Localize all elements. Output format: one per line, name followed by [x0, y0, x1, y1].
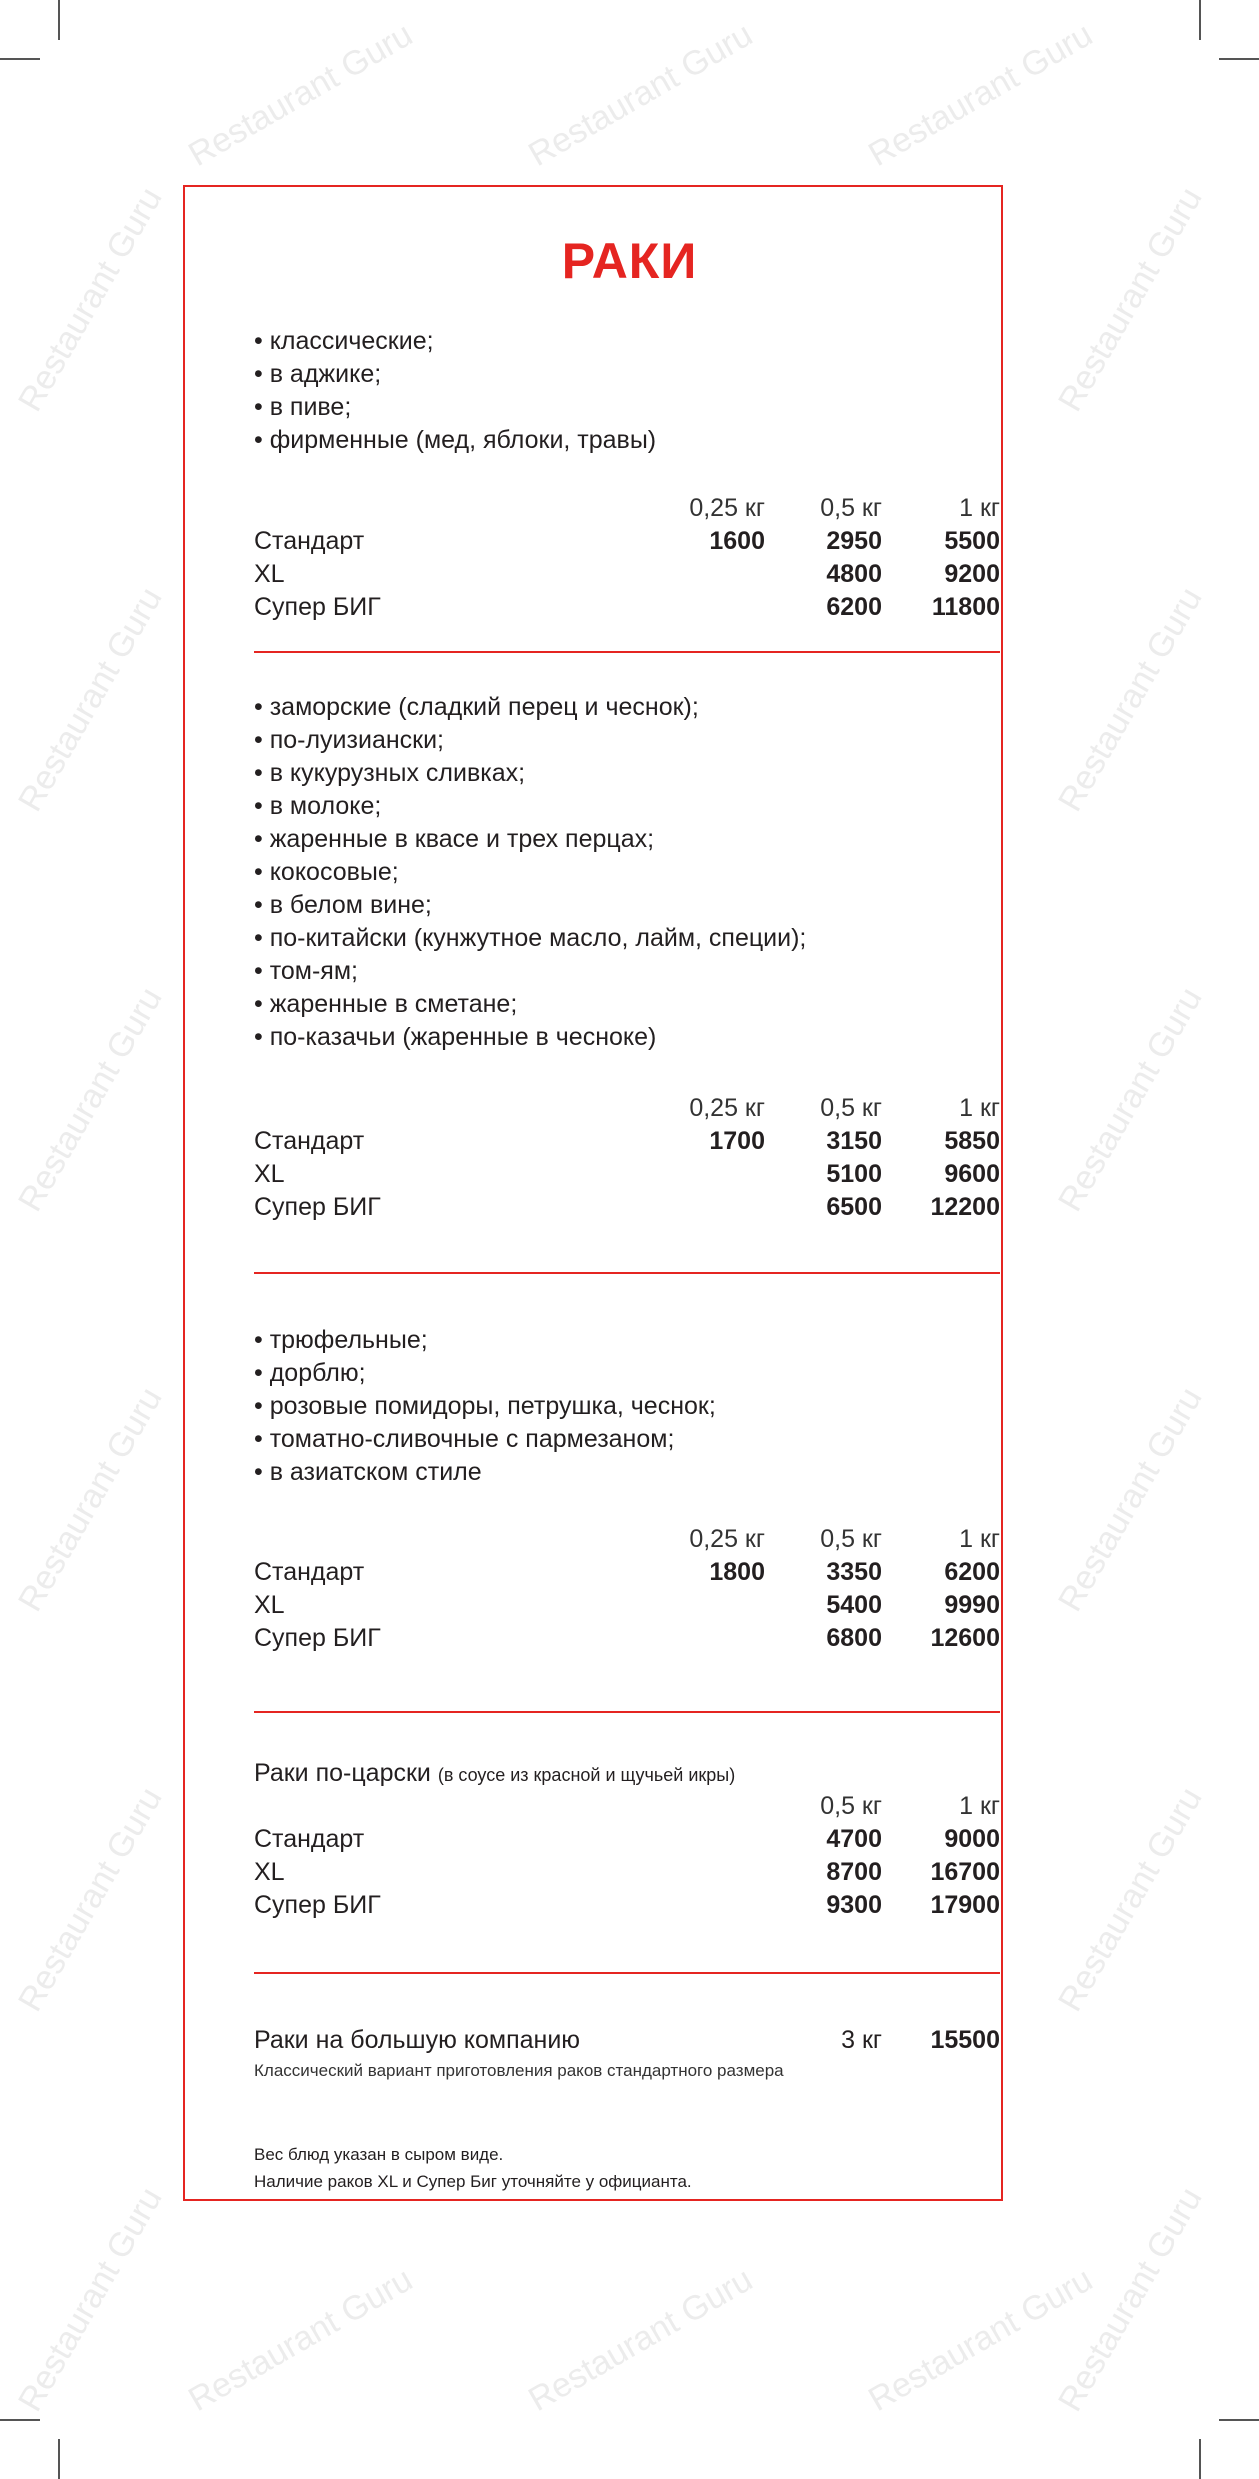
- price-row: [254, 1856, 1000, 1889]
- watermark: Restaurant Guru: [522, 15, 759, 174]
- weight-label: 1 кг: [959, 1525, 1000, 1553]
- price: 5100: [826, 1160, 882, 1188]
- group-2-items: [254, 691, 1000, 1054]
- price-row: [254, 525, 1000, 558]
- price: 2950: [826, 527, 882, 555]
- list-item: • по-китайски (кунжутное масло, лайм, специи);: [254, 924, 807, 952]
- size-label: XL: [254, 1858, 285, 1886]
- size-label: XL: [254, 560, 285, 588]
- watermark: Restaurant Guru: [522, 2260, 759, 2419]
- list-item: • трюфельные;: [254, 1326, 428, 1354]
- list-item: • кокосовые;: [254, 858, 399, 886]
- price: 1800: [709, 1558, 765, 1586]
- crop-mark: [1199, 0, 1201, 40]
- price: 6800: [826, 1624, 882, 1652]
- list-item: • дорблю;: [254, 1359, 366, 1387]
- weight-label: 0,5 кг: [820, 494, 882, 522]
- price: 1600: [709, 527, 765, 555]
- weight-label: 1 кг: [959, 1094, 1000, 1122]
- price: 9000: [944, 1825, 1000, 1853]
- crop-mark: [0, 58, 40, 60]
- group-1-items: [254, 325, 1000, 457]
- price: 9600: [944, 1160, 1000, 1188]
- divider: [254, 1272, 1000, 1274]
- list-item: • жаренные в сметане;: [254, 990, 518, 1018]
- watermark: Restaurant Guru: [11, 2181, 170, 2418]
- size-label: XL: [254, 1591, 285, 1619]
- crop-mark: [1199, 2439, 1201, 2479]
- company-row: [254, 2024, 1000, 2057]
- watermark: Restaurant Guru: [11, 1781, 170, 2018]
- weight-label: 1 кг: [959, 494, 1000, 522]
- footnotes: [254, 2141, 1000, 2195]
- tsar-note: (в соусе из красной и щучьей икры): [437, 1765, 736, 1785]
- weight-label: 0,5 кг: [820, 1792, 882, 1820]
- price: 4800: [826, 560, 882, 588]
- company-name: Раки на большую компанию: [254, 2026, 581, 2054]
- watermark: Restaurant Guru: [11, 981, 170, 1218]
- list-item: • том-ям;: [254, 957, 358, 985]
- price: 6200: [826, 593, 882, 621]
- price: 3350: [826, 1558, 882, 1586]
- price: 5400: [826, 1591, 882, 1619]
- company-price: 15500: [930, 2026, 1000, 2054]
- price-row: [254, 1191, 1000, 1224]
- price: 8700: [826, 1858, 882, 1886]
- footnote: Наличие раков XL и Супер Биг уточняйте у официанта.: [254, 2172, 692, 2191]
- list-item: • в молоке;: [254, 792, 382, 820]
- watermark: Restaurant Guru: [11, 181, 170, 418]
- price: 1700: [709, 1127, 765, 1155]
- price: 5850: [944, 1127, 1000, 1155]
- list-item: • по-казачьи (жаренные в чесноке): [254, 1023, 657, 1051]
- size-label: Супер БИГ: [254, 1193, 381, 1221]
- list-item: • в азиатском стиле: [254, 1458, 482, 1486]
- weight-label: 0,25 кг: [689, 1525, 765, 1553]
- divider: [254, 651, 1000, 653]
- weight-label: 0,5 кг: [820, 1525, 882, 1553]
- tsar-name: Раки по-царски: [254, 1759, 431, 1787]
- watermark: Restaurant Guru: [1051, 981, 1210, 1218]
- group-2-price-table: [254, 1092, 1000, 1224]
- weight-label: 0,25 кг: [689, 494, 765, 522]
- company-description: Классический вариант приготовления раков стандартного размера: [254, 2061, 784, 2080]
- group-3-price-table: [254, 1523, 1000, 1655]
- price-row: [254, 558, 1000, 591]
- price-row: [254, 1125, 1000, 1158]
- tsar-title-row: [254, 1757, 1000, 1790]
- price-row: [254, 1622, 1000, 1655]
- weight-header: [254, 492, 1000, 525]
- price: 12200: [930, 1193, 1000, 1221]
- crop-mark: [58, 0, 60, 40]
- price-row: [254, 1889, 1000, 1922]
- footnote: Вес блюд указан в сыром виде.: [254, 2145, 504, 2164]
- list-item: • классические;: [254, 327, 434, 355]
- tsar-section: [254, 1757, 1000, 1922]
- price: 12600: [930, 1624, 1000, 1652]
- price: 4700: [826, 1825, 882, 1853]
- weight-header: [254, 1790, 1000, 1823]
- page-title: РАКИ: [561, 233, 698, 289]
- price: 5500: [944, 527, 1000, 555]
- watermark: Restaurant Guru: [182, 15, 419, 174]
- price-row: [254, 1556, 1000, 1589]
- watermark: Restaurant Guru: [862, 2260, 1099, 2419]
- weight-label: 1 кг: [959, 1792, 1000, 1820]
- list-item: • по-луизиански;: [254, 726, 445, 754]
- list-item: • в кукурузных сливках;: [254, 759, 526, 787]
- watermark: Restaurant Guru: [1051, 581, 1210, 818]
- company-section: [254, 2024, 1000, 2084]
- crop-mark: [1219, 2419, 1259, 2421]
- list-item: • в белом вине;: [254, 891, 432, 919]
- price: 16700: [930, 1858, 1000, 1886]
- size-label: Супер БИГ: [254, 1624, 381, 1652]
- weight-header: [254, 1523, 1000, 1556]
- watermark: Restaurant Guru: [1051, 1381, 1210, 1618]
- list-item: • фирменные (мед, яблоки, травы): [254, 426, 657, 454]
- watermark: Restaurant Guru: [1051, 181, 1210, 418]
- watermark: Restaurant Guru: [1051, 1781, 1210, 2018]
- weight-label: 0,25 кг: [689, 1094, 765, 1122]
- crop-mark: [58, 2439, 60, 2479]
- price: 6500: [826, 1193, 882, 1221]
- crop-mark: [1219, 58, 1259, 60]
- size-label: Стандарт: [254, 1558, 365, 1586]
- size-label: Стандарт: [254, 527, 365, 555]
- company-weight: 3 кг: [841, 2026, 882, 2054]
- size-label: Стандарт: [254, 1127, 365, 1155]
- price-row: [254, 1158, 1000, 1191]
- list-item: • в пиве;: [254, 393, 352, 421]
- price: 6200: [944, 1558, 1000, 1586]
- size-label: Супер БИГ: [254, 593, 381, 621]
- watermark: Restaurant Guru: [862, 15, 1099, 174]
- group-1-price-table: [254, 492, 1000, 624]
- price-row: [254, 591, 1000, 624]
- watermark: Restaurant Guru: [11, 581, 170, 818]
- price: 9200: [944, 560, 1000, 588]
- watermark: Restaurant Guru: [11, 1381, 170, 1618]
- watermark: Restaurant Guru: [1051, 2181, 1210, 2418]
- price: 11800: [931, 593, 1000, 621]
- price-row: [254, 1823, 1000, 1856]
- list-item: • заморские (сладкий перец и чеснок);: [254, 693, 699, 721]
- watermark: Restaurant Guru: [182, 2260, 419, 2419]
- price: 3150: [826, 1127, 882, 1155]
- divider: [254, 1711, 1000, 1713]
- price: 17900: [930, 1891, 1000, 1919]
- crop-mark: [0, 2419, 40, 2421]
- list-item: • розовые помидоры, петрушка, чеснок;: [254, 1392, 716, 1420]
- price-row: [254, 1589, 1000, 1622]
- price: 9300: [826, 1891, 882, 1919]
- list-item: • в аджике;: [254, 360, 382, 388]
- list-item: • жаренные в квасе и трех перцах;: [254, 825, 655, 853]
- divider: [254, 1972, 1000, 1974]
- size-label: XL: [254, 1160, 285, 1188]
- list-item: • томатно-сливочные с пармезаном;: [254, 1425, 675, 1453]
- weight-header: [254, 1092, 1000, 1125]
- weight-label: 0,5 кг: [820, 1094, 882, 1122]
- size-label: Супер БИГ: [254, 1891, 381, 1919]
- price: 9990: [944, 1591, 1000, 1619]
- group-3-items: [254, 1324, 1000, 1489]
- size-label: Стандарт: [254, 1825, 365, 1853]
